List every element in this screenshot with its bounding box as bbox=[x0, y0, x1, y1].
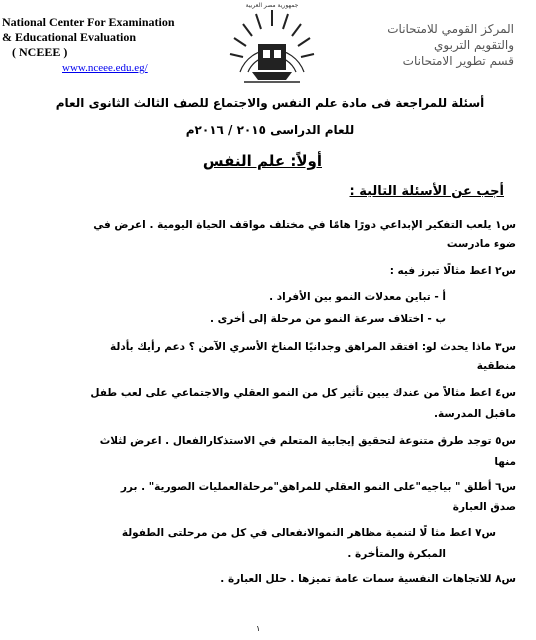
header-english-line-3: ( NCEEE ) bbox=[12, 45, 68, 59]
question-7-line-2: المبكرة والمتأخرة . bbox=[347, 548, 446, 560]
page-number: ١ bbox=[256, 624, 261, 633]
question-6-line-2: صدق العبارة bbox=[452, 501, 516, 513]
website-link[interactable]: www.nceee.edu.eg/ bbox=[62, 62, 148, 74]
question-7-line-1: س٧ اعط مثا لًا لتنمية مظاهر النموالانفعالى في كل من مرحلتى الطفولة bbox=[121, 527, 496, 539]
question-2-sub-b: ب - اختلاف سرعة النمو من مرحلة إلى أخرى . bbox=[210, 313, 446, 325]
nceee-logo-icon bbox=[222, 0, 322, 90]
question-6-line-1: س٦ أطلق " بياجيه"على النمو العقلي للمراهق"مرحلةالعمليات الصورية" . برر bbox=[120, 481, 516, 493]
question-3-line-1: س٣ ماذا يحدث لو: افتقد المراهق وجدانيًا المناخ الأسري الآمن ؟ دعم رأيك بأدلة bbox=[110, 341, 516, 353]
section-heading: أولاً: علم النفس bbox=[202, 152, 322, 170]
question-1-line-2: ضوء مادرست bbox=[446, 238, 516, 250]
header-english-line-2: & Educational Evaluation bbox=[2, 30, 137, 44]
question-3-line-2: منطقية bbox=[476, 360, 516, 372]
question-8-line-1: س٨ للاتجاهات النفسية سمات عامة تميزها . حلل العبارة . bbox=[220, 573, 516, 585]
question-4-line-2: ماقبل المدرسة. bbox=[433, 408, 516, 420]
header-arabic-line-2: والتقويم التربوي bbox=[434, 38, 514, 52]
question-2-sub-a: أ - تباين معدلات النمو بين الأفراد . bbox=[269, 291, 446, 303]
instruction-heading: أجب عن الأسئلة التالية : bbox=[349, 184, 504, 199]
question-5-line-2: منها bbox=[494, 456, 516, 468]
logo-caption: جمهورية مصر العربية bbox=[245, 2, 299, 9]
question-2-line-1: س٢ اعط مثالًا تبرز فيه : bbox=[389, 265, 516, 277]
header-arabic-line-3: قسم تطوير الامتحانات bbox=[402, 54, 514, 68]
header-arabic-line-1: المركز القومي للامتحانات bbox=[387, 22, 514, 36]
header-english-line-1: National Center For Examination bbox=[2, 15, 175, 29]
question-5-line-1: س٥ توجد طرق متنوعة لتحقيق إيجابية المتعلم في الاستذكارالفعال . اعرض لثلاث bbox=[99, 435, 516, 447]
question-4-line-1: س٤ اعط مثالاً من عندك يبين تأثير كل من النمو العقلي والاجتماعي على لعب طفل bbox=[90, 387, 516, 399]
academic-year-title: للعام الدراسى ٢٠١٥ / ٢٠١٦م bbox=[185, 123, 355, 137]
document-main-title: أسئلة للمراجعة فى مادة علم النفس والاجتماع للصف الثالث الثانوى العام bbox=[55, 96, 485, 110]
question-1-line-1: س١ يلعب التفكير الإبداعي دورًا هامًا في مختلف مواقف الحياة اليومية . اعرض في bbox=[93, 219, 516, 231]
